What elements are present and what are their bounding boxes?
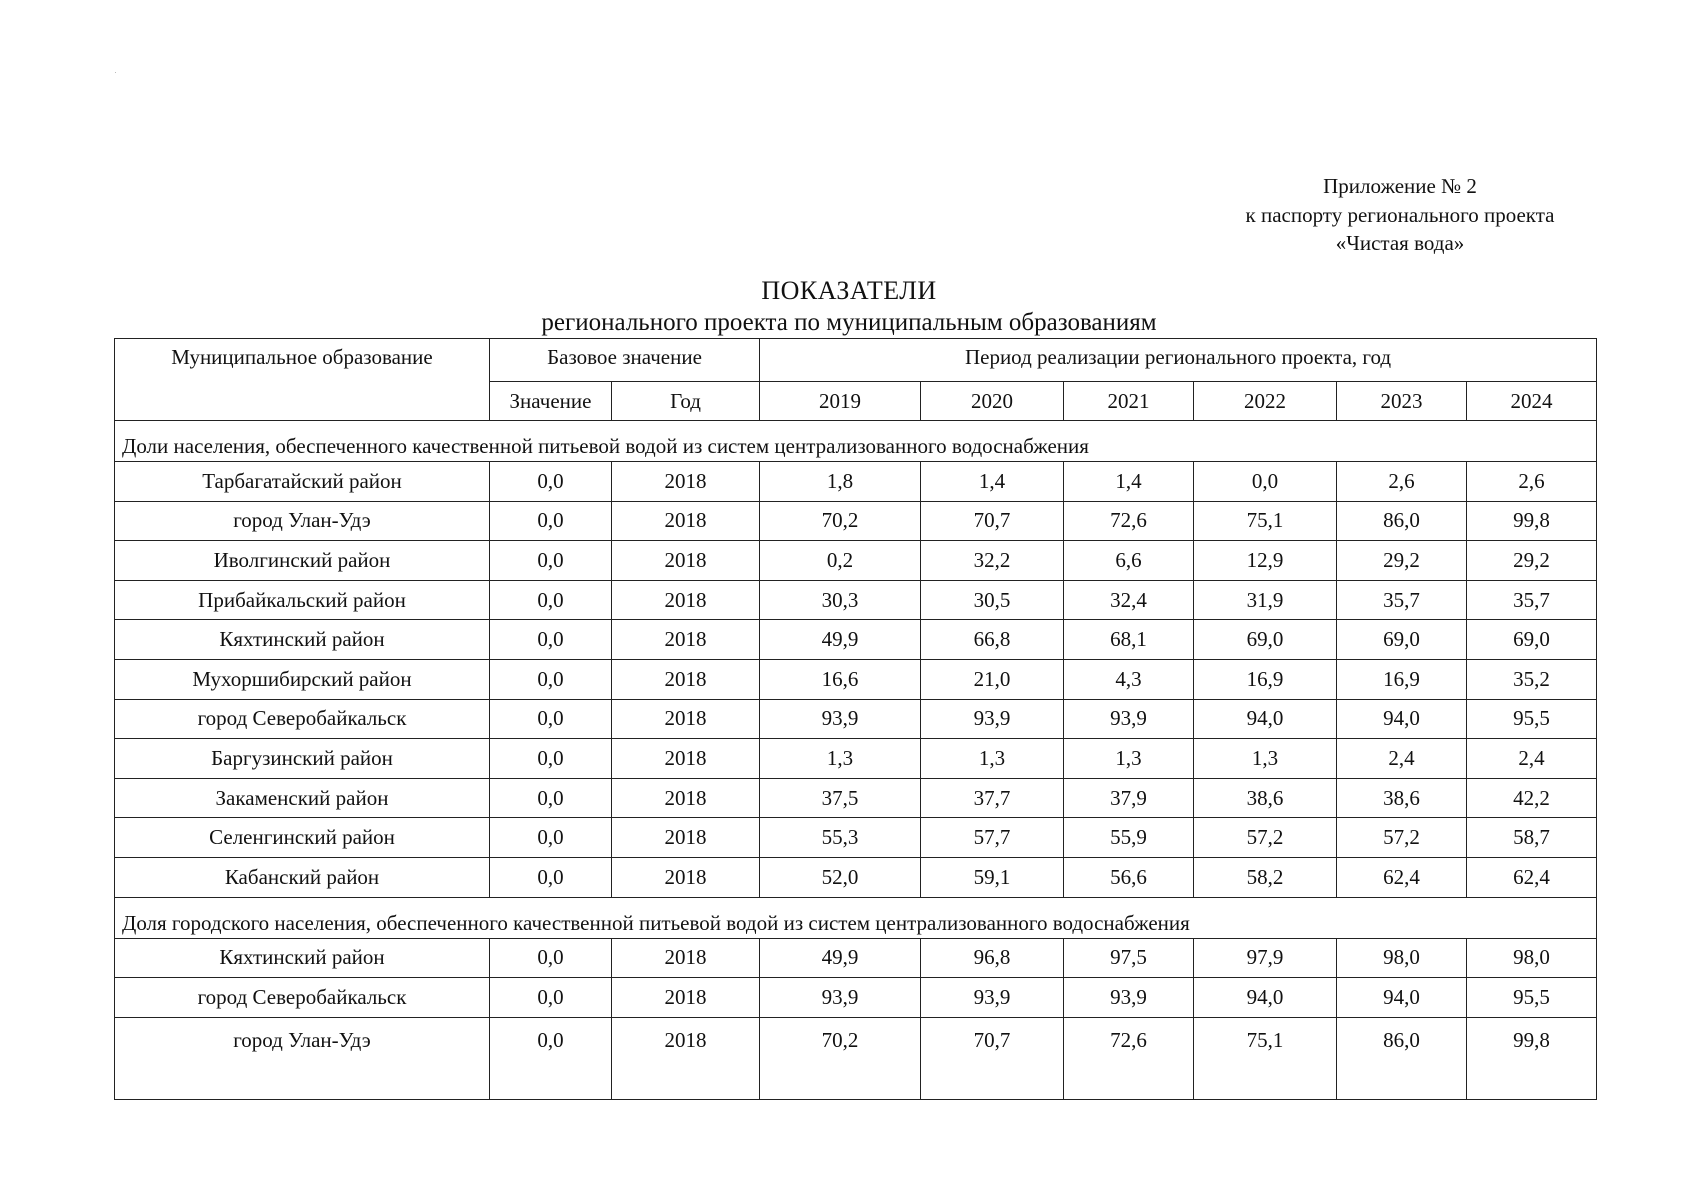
table-row <box>115 699 1597 739</box>
value-cell: 0,0 <box>490 818 612 858</box>
value-cell: 58,2 <box>1194 857 1337 897</box>
value-cell: 42,2 <box>1467 778 1597 818</box>
header-year-2020: 2020 <box>921 382 1064 421</box>
value-cell: 2,4 <box>1337 739 1467 779</box>
table-row <box>115 462 1597 502</box>
value-cell: 2,4 <box>1467 739 1597 779</box>
value-cell: 6,6 <box>1064 541 1194 581</box>
table-row <box>115 818 1597 858</box>
value-cell: 99,8 <box>1467 501 1597 541</box>
municipality-cell: Кабанский район <box>115 857 490 897</box>
value-cell: 0,0 <box>490 501 612 541</box>
value-cell: 97,5 <box>1064 938 1194 978</box>
value-cell: 0,0 <box>1194 462 1337 502</box>
table-row <box>115 739 1597 779</box>
value-cell: 12,9 <box>1194 541 1337 581</box>
value-cell: 96,8 <box>921 938 1064 978</box>
table-row <box>115 938 1597 978</box>
section-header-row <box>115 897 1597 938</box>
appendix-line-2: к паспорту регионального проекта <box>1245 202 1555 227</box>
value-cell: 2018 <box>612 501 760 541</box>
value-cell: 2018 <box>612 778 760 818</box>
header-municipality: Муниципальное образование <box>115 339 490 421</box>
table-row <box>115 659 1597 699</box>
value-cell: 57,2 <box>1337 818 1467 858</box>
table-row <box>115 778 1597 818</box>
value-cell: 35,7 <box>1467 580 1597 620</box>
value-cell: 2,6 <box>1467 462 1597 502</box>
value-cell: 2018 <box>612 620 760 660</box>
municipality-cell: Кяхтинский район <box>115 938 490 978</box>
municipality-cell: Тарбагатайский район <box>115 462 490 502</box>
value-cell: 16,6 <box>760 659 921 699</box>
appendix-line-3: «Чистая вода» <box>1335 231 1465 255</box>
value-cell: 2,6 <box>1337 462 1467 502</box>
municipality-cell: город Улан-Удэ <box>115 1017 490 1099</box>
value-cell: 93,9 <box>921 699 1064 739</box>
value-cell: 30,3 <box>760 580 921 620</box>
header-year-2023: 2023 <box>1337 382 1467 421</box>
value-cell: 95,5 <box>1467 699 1597 739</box>
value-cell: 0,2 <box>760 541 921 581</box>
value-cell: 56,6 <box>1064 857 1194 897</box>
value-cell: 0,0 <box>490 699 612 739</box>
municipality-cell: город Северобайкальск <box>115 978 490 1018</box>
appendix-note <box>1200 172 1600 258</box>
value-cell: 0,0 <box>490 462 612 502</box>
section-header-row <box>115 421 1597 462</box>
value-cell: 2018 <box>612 857 760 897</box>
value-cell: 66,8 <box>921 620 1064 660</box>
appendix-line-1: Приложение № 2 <box>1323 174 1477 198</box>
value-cell: 0,0 <box>490 778 612 818</box>
value-cell: 57,2 <box>1194 818 1337 858</box>
value-cell: 93,9 <box>1064 699 1194 739</box>
value-cell: 16,9 <box>1194 659 1337 699</box>
value-cell: 29,2 <box>1467 541 1597 581</box>
value-cell: 52,0 <box>760 857 921 897</box>
value-cell: 72,6 <box>1064 1017 1194 1099</box>
value-cell: 0,0 <box>490 541 612 581</box>
value-cell: 94,0 <box>1337 978 1467 1018</box>
value-cell: 4,3 <box>1064 659 1194 699</box>
value-cell: 69,0 <box>1337 620 1467 660</box>
municipality-cell: Селенгинский район <box>115 818 490 858</box>
value-cell: 62,4 <box>1337 857 1467 897</box>
indicators-table <box>114 338 1597 1100</box>
municipality-cell: Мухоршибирский район <box>115 659 490 699</box>
value-cell: 70,2 <box>760 1017 921 1099</box>
value-cell: 0,0 <box>490 978 612 1018</box>
value-cell: 75,1 <box>1194 501 1337 541</box>
value-cell: 69,0 <box>1194 620 1337 660</box>
value-cell: 0,0 <box>490 620 612 660</box>
value-cell: 38,6 <box>1194 778 1337 818</box>
header-year-2021: 2021 <box>1064 382 1194 421</box>
value-cell: 1,3 <box>760 739 921 779</box>
value-cell: 95,5 <box>1467 978 1597 1018</box>
table-row <box>115 978 1597 1018</box>
scan-speck <box>115 72 116 73</box>
value-cell: 32,4 <box>1064 580 1194 620</box>
header-base-value: Базовое значение <box>490 339 760 382</box>
value-cell: 62,4 <box>1467 857 1597 897</box>
value-cell: 94,0 <box>1337 699 1467 739</box>
value-cell: 93,9 <box>1064 978 1194 1018</box>
value-cell: 0,0 <box>490 1017 612 1099</box>
municipality-cell: Закаменский район <box>115 778 490 818</box>
municipality-cell: Прибайкальский район <box>115 580 490 620</box>
section-title: Доли населения, обеспеченного качественной питьевой водой из систем централизованного водоснабжения <box>115 421 1597 462</box>
municipality-cell: город Северобайкальск <box>115 699 490 739</box>
municipality-cell: Иволгинский район <box>115 541 490 581</box>
value-cell: 0,0 <box>490 857 612 897</box>
table-row <box>115 1017 1597 1099</box>
value-cell: 55,9 <box>1064 818 1194 858</box>
value-cell: 58,7 <box>1467 818 1597 858</box>
value-cell: 0,0 <box>490 739 612 779</box>
value-cell: 75,1 <box>1194 1017 1337 1099</box>
value-cell: 2018 <box>612 1017 760 1099</box>
document-title: ПОКАЗАТЕЛИ <box>761 276 937 305</box>
value-cell: 37,9 <box>1064 778 1194 818</box>
value-cell: 37,5 <box>760 778 921 818</box>
value-cell: 1,3 <box>921 739 1064 779</box>
value-cell: 2018 <box>612 462 760 502</box>
municipality-cell: Кяхтинский район <box>115 620 490 660</box>
value-cell: 1,3 <box>1064 739 1194 779</box>
value-cell: 86,0 <box>1337 501 1467 541</box>
value-cell: 37,7 <box>921 778 1064 818</box>
value-cell: 38,6 <box>1337 778 1467 818</box>
value-cell: 16,9 <box>1337 659 1467 699</box>
table-row <box>115 541 1597 581</box>
value-cell: 0,0 <box>490 659 612 699</box>
section-title: Доля городского населения, обеспеченного качественной питьевой водой из систем централизованного водоснабжения <box>115 897 1597 938</box>
value-cell: 30,5 <box>921 580 1064 620</box>
value-cell: 69,0 <box>1467 620 1597 660</box>
value-cell: 55,3 <box>760 818 921 858</box>
value-cell: 70,7 <box>921 1017 1064 1099</box>
value-cell: 1,4 <box>1064 462 1194 502</box>
value-cell: 49,9 <box>760 620 921 660</box>
value-cell: 1,8 <box>760 462 921 502</box>
value-cell: 93,9 <box>760 978 921 1018</box>
value-cell: 98,0 <box>1337 938 1467 978</box>
document-subtitle: регионального проекта по муниципальным образованиям <box>541 309 1157 336</box>
value-cell: 94,0 <box>1194 978 1337 1018</box>
value-cell: 29,2 <box>1337 541 1467 581</box>
header-year-2019: 2019 <box>760 382 921 421</box>
value-cell: 21,0 <box>921 659 1064 699</box>
header-year: Год <box>612 382 760 421</box>
value-cell: 2018 <box>612 659 760 699</box>
value-cell: 70,2 <box>760 501 921 541</box>
table-row <box>115 620 1597 660</box>
value-cell: 31,9 <box>1194 580 1337 620</box>
value-cell: 99,8 <box>1467 1017 1597 1099</box>
value-cell: 93,9 <box>760 699 921 739</box>
value-cell: 68,1 <box>1064 620 1194 660</box>
value-cell: 93,9 <box>921 978 1064 1018</box>
table-row <box>115 857 1597 897</box>
value-cell: 1,3 <box>1194 739 1337 779</box>
value-cell: 86,0 <box>1337 1017 1467 1099</box>
value-cell: 2018 <box>612 580 760 620</box>
value-cell: 2018 <box>612 699 760 739</box>
value-cell: 49,9 <box>760 938 921 978</box>
header-row-1 <box>115 339 1597 382</box>
value-cell: 98,0 <box>1467 938 1597 978</box>
table-row <box>115 501 1597 541</box>
header-value: Значение <box>490 382 612 421</box>
value-cell: 59,1 <box>921 857 1064 897</box>
municipality-cell: Баргузинский район <box>115 739 490 779</box>
value-cell: 1,4 <box>921 462 1064 502</box>
value-cell: 2018 <box>612 978 760 1018</box>
value-cell: 32,2 <box>921 541 1064 581</box>
value-cell: 0,0 <box>490 938 612 978</box>
value-cell: 0,0 <box>490 580 612 620</box>
value-cell: 2018 <box>612 541 760 581</box>
value-cell: 2018 <box>612 938 760 978</box>
value-cell: 2018 <box>612 739 760 779</box>
value-cell: 57,7 <box>921 818 1064 858</box>
value-cell: 35,7 <box>1337 580 1467 620</box>
table-row <box>115 580 1597 620</box>
header-year-2024: 2024 <box>1467 382 1597 421</box>
header-period: Период реализации регионального проекта, год <box>760 339 1597 382</box>
value-cell: 70,7 <box>921 501 1064 541</box>
value-cell: 72,6 <box>1064 501 1194 541</box>
value-cell: 35,2 <box>1467 659 1597 699</box>
municipality-cell: город Улан-Удэ <box>115 501 490 541</box>
value-cell: 94,0 <box>1194 699 1337 739</box>
value-cell: 97,9 <box>1194 938 1337 978</box>
value-cell: 2018 <box>612 818 760 858</box>
header-year-2022: 2022 <box>1194 382 1337 421</box>
